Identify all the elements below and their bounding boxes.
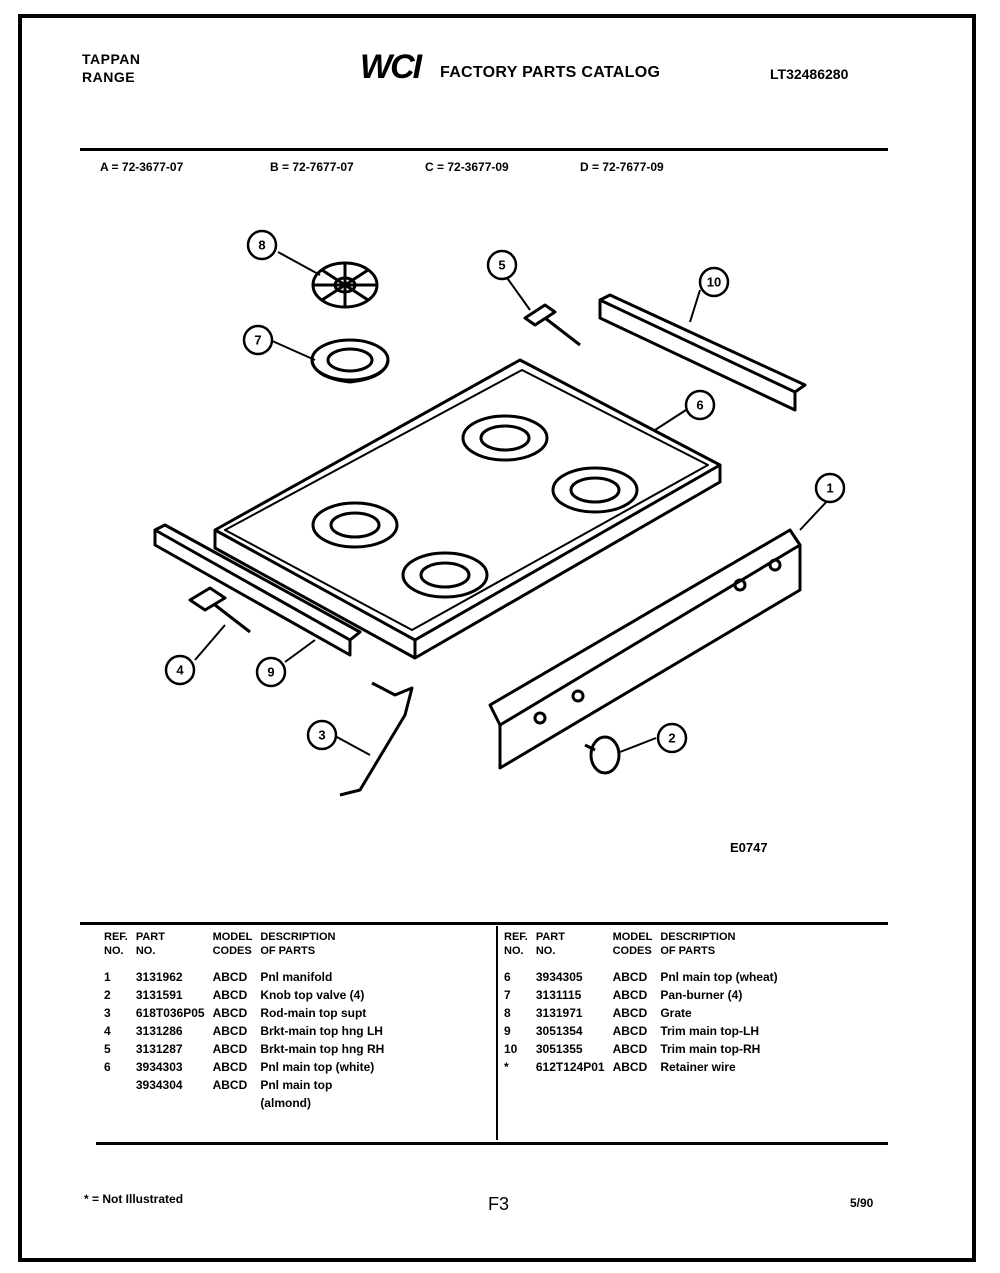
model-code-a: A = 72-3677-07: [100, 160, 184, 174]
callout-4: 4: [176, 662, 184, 678]
part-no-cell: 3934304: [135, 1078, 183, 1092]
ref-no-cell: 5: [104, 1042, 111, 1056]
table-top-rule: [80, 922, 888, 925]
parts-table-right: [500, 930, 782, 1076]
table-row: [100, 1022, 388, 1040]
description-cell: Trim main top-LH: [660, 1024, 759, 1038]
ref-no-cell: 4: [104, 1024, 111, 1038]
part-no-cell: 3051354: [535, 1024, 583, 1038]
table-row: [500, 968, 782, 986]
description-cell: Trim main top-RH: [660, 1042, 761, 1056]
callout-1: 1: [826, 480, 834, 496]
description-cell: Brkt-main top hng LH: [260, 1024, 383, 1038]
header-model-codes: MODEL CODES: [612, 931, 653, 957]
table-row: [500, 1058, 782, 1076]
part-no-cell: 3131287: [135, 1042, 183, 1056]
header-ref-no: REF. NO.: [104, 931, 128, 957]
description-cell: Brkt-main top hng RH: [260, 1042, 385, 1056]
part-no-cell: 3131591: [135, 988, 183, 1002]
model-code-b: B = 72-7677-07: [270, 160, 354, 174]
part-no-cell: 618T036P05: [135, 1006, 205, 1020]
ref-no-cell: 6: [504, 970, 511, 984]
callout-2: 2: [668, 730, 676, 746]
model-codes-cell: ABCD: [612, 1024, 648, 1038]
model-code-c: C = 72-3677-09: [425, 160, 509, 174]
ref-no-cell: 10: [504, 1042, 518, 1056]
header-description: DESCRIPTION OF PARTS: [260, 931, 336, 957]
ref-no-cell: [100, 1076, 132, 1094]
callout-5: 5: [498, 257, 506, 273]
ref-no-cell: 9: [504, 1024, 511, 1038]
support-rod-part: [340, 683, 412, 795]
knob-part: [585, 737, 619, 773]
ref-no-cell: *: [504, 1060, 509, 1074]
model-codes-cell: ABCD: [612, 988, 648, 1002]
callout-10: 10: [706, 274, 722, 290]
header-part-no: PART NO.: [135, 931, 165, 957]
page-number: F3: [488, 1194, 510, 1214]
ref-no-cell: [100, 1094, 132, 1112]
table-row: [500, 1040, 782, 1058]
grate-part: [313, 263, 377, 307]
header-description: DESCRIPTION OF PARTS: [660, 931, 736, 957]
header-ref-no: REF. NO.: [504, 931, 528, 957]
ref-no-cell: 7: [504, 988, 511, 1002]
brand-line-1: TAPPAN: [82, 51, 141, 67]
table-row: [100, 1058, 388, 1076]
description-cell: Knob top valve (4): [260, 988, 365, 1002]
description-cell: Retainer wire: [660, 1060, 736, 1074]
table-row: [100, 1076, 388, 1094]
ref-no-cell: 6: [104, 1060, 111, 1074]
model-codes-cell: ABCD: [212, 1078, 248, 1092]
description-cell: Rod-main top supt: [260, 1006, 367, 1020]
model-codes-cell: [209, 1094, 257, 1112]
not-illustrated-note: * = Not Illustrated: [84, 1192, 184, 1206]
table-bottom-rule: [96, 1142, 888, 1145]
catalog-title: FACTORY PARTS CATALOG: [440, 64, 661, 81]
table-row: [100, 986, 388, 1004]
wci-logo: WCI: [360, 48, 421, 86]
catalog-number: LT32486280: [770, 66, 849, 82]
table-row: [100, 1094, 388, 1112]
burner-pan-part: [312, 340, 388, 382]
figure-code: E0747: [730, 840, 768, 855]
part-no-cell: 3934305: [535, 970, 583, 984]
revision-date: 5/90: [850, 1196, 874, 1210]
hinge-bracket-rh-part: [525, 305, 580, 345]
callout-3: 3: [318, 727, 326, 743]
table-row: [100, 1040, 388, 1058]
description-cell: Pnl main top (white): [260, 1060, 375, 1074]
description-cell: Pnl main top (wheat): [660, 970, 778, 984]
description-cell: Pnl main top: [260, 1078, 333, 1092]
description-cell: Grate: [660, 1006, 692, 1020]
part-no-cell: [132, 1094, 209, 1112]
table-header-row: [500, 930, 782, 968]
table-column-divider: [496, 926, 498, 1140]
table-row: [100, 1004, 388, 1022]
model-code-d: D = 72-7677-09: [580, 160, 664, 174]
brand-line-2: RANGE: [82, 69, 136, 85]
model-codes-cell: ABCD: [212, 1060, 248, 1074]
part-no-cell: 3934303: [135, 1060, 183, 1074]
model-codes-cell: ABCD: [212, 1006, 248, 1020]
ref-no-cell: 1: [104, 970, 111, 984]
header-part-no: PART NO.: [535, 931, 565, 957]
table-row: [500, 1004, 782, 1022]
model-codes-cell: ABCD: [212, 1042, 248, 1056]
model-codes-cell: ABCD: [612, 1042, 648, 1056]
description-cell: (almond): [260, 1096, 311, 1110]
callout-6: 6: [696, 397, 704, 413]
parts-table-left: [100, 930, 388, 1112]
ref-no-cell: 2: [104, 988, 111, 1002]
trim-lh-part: [155, 525, 360, 655]
model-codes-cell: ABCD: [212, 1024, 248, 1038]
callout-8: 8: [258, 237, 266, 253]
part-no-cell: 3131962: [135, 970, 183, 984]
header-model-codes: MODEL CODES: [212, 931, 253, 957]
ref-no-cell: 3: [104, 1006, 111, 1020]
model-codes-cell: ABCD: [612, 1060, 648, 1074]
part-no-cell: 612T124P01: [535, 1060, 605, 1074]
model-codes-cell: ABCD: [212, 988, 248, 1002]
table-row: [500, 1022, 782, 1040]
table-row: [100, 968, 388, 986]
description-cell: Pnl manifold: [260, 970, 333, 984]
ref-no-cell: 8: [504, 1006, 511, 1020]
model-codes-cell: ABCD: [612, 970, 648, 984]
description-cell: Pan-burner (4): [660, 988, 743, 1002]
part-no-cell: 3131115: [535, 988, 582, 1002]
table-header-row: [100, 930, 388, 968]
callout-9: 9: [267, 664, 275, 680]
manifold-panel-part: [490, 530, 800, 768]
model-codes-cell: ABCD: [212, 970, 248, 984]
part-no-cell: 3051355: [535, 1042, 583, 1056]
part-no-cell: 3131286: [135, 1024, 183, 1038]
model-codes-cell: ABCD: [612, 1006, 648, 1020]
callout-7: 7: [254, 332, 262, 348]
table-row: [500, 986, 782, 1004]
part-no-cell: 3131971: [535, 1006, 583, 1020]
